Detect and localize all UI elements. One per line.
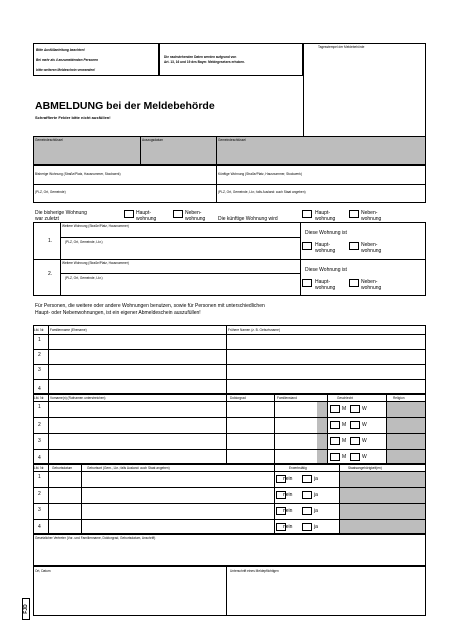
sex-male-checkbox[interactable]	[330, 437, 340, 445]
other-dwelling-1-secondary-label-1: Neben-	[361, 242, 378, 248]
birth-row-num: 4	[38, 524, 41, 530]
other-dwelling-1-status: Diese Wohnung ist	[305, 230, 347, 236]
details-header-religion: Religion	[393, 396, 405, 400]
details-row-num: 4	[38, 455, 41, 461]
future-dwelling-label: Die künftige Wohnung wird	[218, 216, 278, 222]
employed-no-label: nein	[283, 524, 293, 530]
guardian-label: Gesetzlicher Vertreter (Vor- und Familienname, Doktorgrad, Geburtsdatum, Anschrift)	[35, 536, 156, 540]
other-dwelling-2-main-label-2: wohnung	[315, 285, 336, 291]
fjd-logo-text: FJD	[23, 604, 29, 614]
details-header-num: Lfd. Nr.	[34, 396, 45, 400]
names-header-num: Lfd. Nr.	[34, 328, 45, 332]
sex-female-label: W	[362, 406, 367, 412]
names-row-num: 3	[38, 367, 41, 373]
names-row-num: 1	[38, 337, 41, 343]
other-dwelling-2-main-label-1: Haupt-	[315, 279, 331, 285]
other-dwelling-1-secondary-label-2: wohnung	[361, 248, 382, 254]
other-dwelling-2-status: Diese Wohnung ist	[305, 267, 347, 273]
sex-female-checkbox[interactable]	[350, 437, 360, 445]
other-dwelling-2-secondary-label-1: Neben-	[361, 279, 378, 285]
other-dwelling-2-num: 2.	[48, 271, 53, 277]
fjd-logo	[22, 598, 30, 620]
details-table	[33, 394, 426, 464]
other-dwelling-2-street[interactable]: Weitere Wohnung (Straße/Platz, Hausnummer)	[62, 261, 129, 265]
other-dwelling-1-main-label-1: Haupt-	[315, 242, 331, 248]
municipality-key-2: Gemeindeschlüssel	[218, 138, 246, 142]
names-header-surname: Familienname (Ehename)	[50, 328, 87, 332]
other-dwelling-1-secondary-checkbox[interactable]	[349, 242, 359, 250]
other-dwelling-2-secondary-label-2: wohnung	[361, 285, 382, 291]
other-dwelling-2-city[interactable]: (PLZ, Ort, Gemeinde, Lkr.)	[65, 276, 103, 280]
other-dwelling-2-secondary-checkbox[interactable]	[349, 279, 359, 287]
birth-row-num: 1	[38, 474, 41, 480]
prev-dwelling-label-1: Die bisherige Wohnung	[35, 210, 87, 216]
birth-row-num: 3	[38, 507, 41, 513]
names-row-num: 2	[38, 352, 41, 358]
religion-shade	[386, 401, 425, 463]
other-dwelling-1-main-checkbox[interactable]	[302, 242, 312, 250]
sex-female-checkbox[interactable]	[350, 421, 360, 429]
details-header-sex: Geschlecht	[337, 396, 353, 400]
employed-yes-label: ja	[314, 492, 318, 498]
page-title: ABMELDUNG bei der Meldebehörde	[35, 100, 215, 112]
employed-yes-label: ja	[314, 476, 318, 482]
notice-line3: bitte weiteren Meldeschein verwenden!	[36, 68, 96, 72]
note-line2: Haupt- oder Nebenwohnungen, ist ein eigener Abmeldeschein auszufüllen!	[35, 310, 201, 316]
details-header-firstnames: Vorname(n) (Rufnamen unterstreichen)	[50, 396, 106, 400]
birth-header-num: Lfd. Nr.	[34, 466, 45, 470]
future-address-street[interactable]: Künftige Wohnung (Straße/Platz, Hausnummer, Stockwerk)	[218, 172, 302, 176]
sex-male-checkbox[interactable]	[330, 405, 340, 413]
footer-box	[33, 566, 426, 616]
sex-female-checkbox[interactable]	[350, 405, 360, 413]
future-address-city[interactable]: (PLZ, Ort, Gemeinde, Lkr.; falls Ausland: auch Staat angeben)	[218, 190, 306, 194]
employed-no-label: nein	[283, 508, 293, 514]
prev-main-label-2: wohnung	[136, 216, 157, 222]
marital-shade	[317, 401, 327, 463]
sex-male-checkbox[interactable]	[330, 453, 340, 461]
prev-dwelling-label-2: war zuletzt	[35, 216, 59, 222]
notice-line2: Bei mehr als 4 anzumeldenden Personen	[36, 58, 98, 62]
names-row-num: 4	[38, 386, 41, 392]
sex-female-label: W	[362, 422, 367, 428]
previous-address-city[interactable]: (PLZ, Ort, Gemeinde)	[35, 190, 66, 194]
legal-line2: Art. 13, 16 und 19 des Bayer. Meldegesetzes erhoben.	[164, 60, 245, 64]
employed-yes-label: ja	[314, 524, 318, 530]
details-header-doctorate: Doktorgrad	[230, 396, 246, 400]
names-table	[33, 325, 426, 394]
stamp-box	[303, 43, 426, 141]
sex-male-label: M	[342, 422, 347, 428]
sex-male-label: M	[342, 454, 347, 460]
sex-female-checkbox[interactable]	[350, 453, 360, 461]
future-main-checkbox[interactable]	[302, 210, 312, 218]
future-main-label-1: Haupt-	[315, 210, 331, 216]
names-header-former: Frühere Namen (z. B. Geburtsname)	[228, 328, 280, 332]
other-dwelling-1-main-label-2: wohnung	[315, 248, 336, 254]
page-subtitle: Schraffierte Felder bitte nicht ausfüllen!	[35, 115, 111, 120]
employed-yes-checkbox[interactable]	[302, 491, 312, 499]
future-main-label-2: wohnung	[315, 216, 336, 222]
details-row-num: 1	[38, 404, 41, 410]
other-dwelling-1-city[interactable]: (PLZ, Ort, Gemeinde, Lkr.)	[65, 240, 103, 244]
prev-secondary-label-1: Neben-	[185, 210, 202, 216]
stamp-label: Tagesstempel der Meldebehörde	[318, 45, 365, 49]
other-dwelling-1-street[interactable]: Weitere Wohnung (Straße/Platz, Hausnummer)	[62, 224, 129, 228]
future-secondary-label-1: Neben-	[361, 210, 378, 216]
employed-yes-checkbox[interactable]	[302, 507, 312, 515]
sex-male-label: M	[342, 438, 347, 444]
sex-female-label: W	[362, 438, 367, 444]
birth-header-nationality: Staatsangehörigkeit(en)	[348, 466, 382, 470]
prev-main-label-1: Haupt-	[136, 210, 152, 216]
employed-yes-checkbox[interactable]	[302, 475, 312, 483]
previous-address-street[interactable]: Bisherige Wohnung (Straße/Platz, Hausnummer, Stockwerk)	[35, 172, 121, 176]
nationality-shade	[339, 471, 425, 533]
prev-main-checkbox[interactable]	[124, 210, 134, 218]
municipality-key-1: Gemeindeschlüssel	[35, 138, 63, 142]
birth-header-date: Geburtsdatum	[52, 466, 73, 470]
future-secondary-checkbox[interactable]	[349, 210, 359, 218]
other-dwelling-1-num: 1.	[48, 238, 53, 244]
sex-female-label: W	[362, 454, 367, 460]
future-secondary-label-2: wohnung	[361, 216, 382, 222]
sex-male-label: M	[342, 406, 347, 412]
extract-date: Auszugsdatum	[142, 138, 164, 142]
employed-no-label: nein	[283, 492, 293, 498]
signature-label[interactable]: Unterschrift eines Meldepflichtigen	[230, 569, 279, 573]
details-row-num: 2	[38, 422, 41, 428]
notice-line1: Bitte Ausfüllanleitung beachten!	[36, 48, 85, 52]
other-dwelling-2-main-checkbox[interactable]	[302, 279, 312, 287]
sex-male-checkbox[interactable]	[330, 421, 340, 429]
legal-line1: Die nachstehenden Daten werden aufgrund von	[164, 55, 237, 59]
place-date-label[interactable]: Ort, Datum	[35, 569, 51, 573]
details-header-marital: Familienstand	[277, 396, 297, 400]
employed-yes-checkbox[interactable]	[302, 523, 312, 531]
note-line1: Für Personen, die weitere oder andere Wohnungen benutzen, sowie für Personen mit unterschiedlichen	[35, 303, 265, 309]
employed-no-label: nein	[283, 476, 293, 482]
birth-header-employed: Erwerbstätig	[289, 466, 307, 470]
details-row-num: 3	[38, 438, 41, 444]
birth-row-num: 2	[38, 491, 41, 497]
prev-secondary-checkbox[interactable]	[173, 210, 183, 218]
prev-secondary-label-2: wohnung	[185, 216, 206, 222]
birth-header-place: Geburtsort (Gem., Lkr.; falls Ausland: auch Staat angeben)	[87, 466, 170, 470]
employed-yes-label: ja	[314, 508, 318, 514]
